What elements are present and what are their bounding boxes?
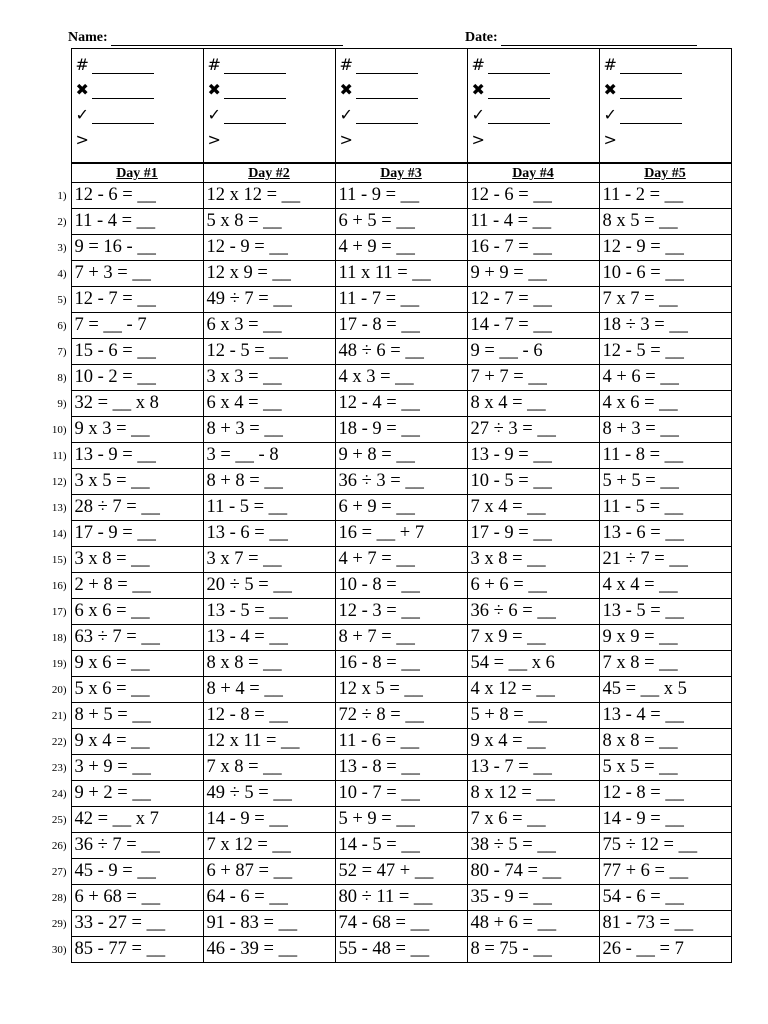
tally-line [340, 77, 467, 99]
hash-icon: # [207, 55, 221, 74]
row-number: 10) [51, 423, 67, 436]
tally-blank[interactable] [92, 109, 154, 124]
problem-cell[interactable]: 55 - 48 = __ [335, 937, 467, 963]
problem-cell[interactable]: 3 x 8 = __ [71, 547, 203, 573]
problem-cell[interactable]: 13 - 4 = __ [599, 703, 731, 729]
cross-icon: ✖ [75, 80, 89, 99]
problem-cell[interactable]: 38 ÷ 5 = __ [467, 833, 599, 859]
problem-cell[interactable]: 10 - 6 = __ [599, 261, 731, 287]
tally-box-day-3[interactable] [335, 49, 467, 164]
tally-blank[interactable] [356, 59, 418, 74]
problem-cell[interactable]: 8 x 4 = __ [467, 391, 599, 417]
problem-cell[interactable]: 36 ÷ 7 = __ [71, 833, 203, 859]
row-number: 16) [51, 579, 67, 592]
problem-row [0, 339, 731, 365]
problem-cell[interactable]: 7 x 12 = __ [203, 833, 335, 859]
problem-cell[interactable]: 13 - 7 = __ [467, 755, 599, 781]
problem-cell[interactable]: 8 x 5 = __ [599, 209, 731, 235]
row-number: 28) [51, 891, 67, 904]
problem-cell[interactable]: 15 - 6 = __ [71, 339, 203, 365]
problem-row [0, 755, 731, 781]
problem-cell[interactable]: 54 - 6 = __ [599, 885, 731, 911]
problem-cell[interactable]: 3 x 5 = __ [71, 469, 203, 495]
greater-than-icon: > [75, 130, 89, 149]
tally-line [340, 52, 467, 74]
problem-row [0, 937, 731, 963]
row-number: 5) [57, 293, 67, 306]
tally-blank[interactable] [356, 84, 418, 99]
row-number: 11) [52, 449, 67, 462]
spacer-cell [0, 49, 71, 164]
date-blank-line[interactable] [501, 33, 697, 46]
problem-cell[interactable]: 12 x 9 = __ [203, 261, 335, 287]
problem-row [0, 261, 731, 287]
problem-cell[interactable]: 5 x 5 = __ [599, 755, 731, 781]
problem-row [0, 911, 731, 937]
row-number: 3) [57, 241, 67, 254]
problem-cell[interactable]: 12 - 5 = __ [203, 339, 335, 365]
tally-line [472, 77, 599, 99]
problem-cell[interactable]: 13 - 6 = __ [599, 521, 731, 547]
problem-cell[interactable]: 75 ÷ 12 = __ [599, 833, 731, 859]
spacer-cell [0, 163, 71, 183]
tally-line [340, 102, 467, 124]
cross-icon: ✖ [207, 80, 221, 99]
problem-cell[interactable]: 12 x 12 = __ [203, 183, 335, 209]
problem-cell[interactable]: 85 - 77 = __ [71, 937, 203, 963]
problem-cell[interactable]: 11 x 11 = __ [335, 261, 467, 287]
tally-blank[interactable] [620, 109, 682, 124]
problem-cell[interactable]: 12 - 8 = __ [599, 781, 731, 807]
problem-cell[interactable]: 6 x 6 = __ [71, 599, 203, 625]
problem-cell[interactable]: 28 ÷ 7 = __ [71, 495, 203, 521]
problem-cell[interactable]: 7 x 4 = __ [467, 495, 599, 521]
problem-cell[interactable]: 20 ÷ 5 = __ [203, 573, 335, 599]
problem-cell[interactable]: 9 = 16 - __ [71, 235, 203, 261]
cross-icon: ✖ [471, 80, 485, 99]
problem-cell[interactable]: 8 + 8 = __ [203, 469, 335, 495]
tally-blank[interactable] [224, 109, 286, 124]
problem-row [0, 521, 731, 547]
problem-cell[interactable]: 7 + 3 = __ [71, 261, 203, 287]
problem-cell[interactable]: 54 = __ x 6 [467, 651, 599, 677]
problem-cell[interactable]: 13 - 6 = __ [203, 521, 335, 547]
problem-cell[interactable]: 6 + 9 = __ [335, 495, 467, 521]
problem-cell[interactable]: 7 x 8 = __ [203, 755, 335, 781]
problem-cell[interactable]: 3 x 7 = __ [203, 547, 335, 573]
problem-cell[interactable]: 8 + 3 = __ [599, 417, 731, 443]
problem-cell[interactable]: 10 - 8 = __ [335, 573, 467, 599]
problem-row [0, 885, 731, 911]
problem-cell[interactable]: 6 x 4 = __ [203, 391, 335, 417]
problem-cell[interactable]: 8 = 75 - __ [467, 937, 599, 963]
problem-cell[interactable]: 9 x 4 = __ [467, 729, 599, 755]
day-header: Day #5 [599, 163, 731, 183]
tally-line [604, 52, 731, 74]
day-header: Day #3 [335, 163, 467, 183]
problem-cell[interactable]: 13 - 5 = __ [203, 599, 335, 625]
problem-row [0, 625, 731, 651]
tally-blank[interactable] [356, 109, 418, 124]
problem-cell[interactable]: 16 - 7 = __ [467, 235, 599, 261]
problem-cell[interactable]: 7 x 6 = __ [467, 807, 599, 833]
problem-cell[interactable]: 77 + 6 = __ [599, 859, 731, 885]
greater-than-icon: > [207, 130, 221, 149]
problem-cell[interactable]: 74 - 68 = __ [335, 911, 467, 937]
problem-cell[interactable]: 33 - 27 = __ [71, 911, 203, 937]
day-header: Day #1 [71, 163, 203, 183]
row-number: 25) [51, 813, 67, 826]
date-label: Date: [465, 30, 498, 45]
row-number: 30) [51, 943, 67, 956]
problem-cell[interactable]: 13 - 5 = __ [599, 599, 731, 625]
tally-blank[interactable] [224, 59, 286, 74]
tally-line [472, 52, 599, 74]
row-number: 6) [57, 319, 67, 332]
problem-cell[interactable]: 12 - 9 = __ [599, 235, 731, 261]
row-number: 22) [51, 735, 67, 748]
tally-blank[interactable] [92, 59, 154, 74]
problem-cell[interactable]: 81 - 73 = __ [599, 911, 731, 937]
problem-cell[interactable]: 46 - 39 = __ [203, 937, 335, 963]
row-number: 4) [57, 267, 67, 280]
hash-icon: # [75, 55, 89, 74]
problem-cell[interactable]: 7 + 7 = __ [467, 365, 599, 391]
tally-line [604, 127, 731, 149]
problem-cell[interactable]: 8 + 7 = __ [335, 625, 467, 651]
problem-cell[interactable]: 4 x 3 = __ [335, 365, 467, 391]
problem-cell[interactable]: 3 = __ - 8 [203, 443, 335, 469]
problem-row [0, 417, 731, 443]
problem-cell[interactable]: 9 x 6 = __ [71, 651, 203, 677]
problem-cell[interactable]: 5 x 8 = __ [203, 209, 335, 235]
greater-than-icon: > [339, 130, 353, 149]
problem-cell[interactable]: 49 ÷ 5 = __ [203, 781, 335, 807]
problem-cell[interactable]: 11 - 5 = __ [203, 495, 335, 521]
problem-cell[interactable]: 26 - __ = 7 [599, 937, 731, 963]
problem-row [0, 729, 731, 755]
problem-row [0, 703, 731, 729]
problem-cell[interactable]: 11 - 2 = __ [599, 183, 731, 209]
row-number: 29) [51, 917, 67, 930]
problem-cell[interactable]: 6 + 5 = __ [335, 209, 467, 235]
tally-blank[interactable] [92, 84, 154, 99]
problem-cell[interactable]: 12 - 6 = __ [467, 183, 599, 209]
problem-cell[interactable]: 35 - 9 = __ [467, 885, 599, 911]
date-field[interactable] [465, 30, 697, 46]
problem-cell[interactable]: 12 - 9 = __ [203, 235, 335, 261]
problem-row [0, 443, 731, 469]
problem-cell[interactable]: 13 - 4 = __ [203, 625, 335, 651]
row-number: 2) [57, 215, 67, 228]
problem-cell[interactable]: 6 + 6 = __ [467, 573, 599, 599]
row-number: 17) [51, 605, 67, 618]
problem-cell[interactable]: 63 ÷ 7 = __ [71, 625, 203, 651]
row-number: 26) [51, 839, 67, 852]
day-header-row [0, 163, 731, 183]
tally-blank[interactable] [620, 84, 682, 99]
worksheet-table [0, 48, 732, 963]
tally-line [208, 102, 335, 124]
problem-cell[interactable]: 45 = __ x 5 [599, 677, 731, 703]
row-number: 23) [51, 761, 67, 774]
problem-cell[interactable]: 9 + 9 = __ [467, 261, 599, 287]
row-number: 15) [51, 553, 67, 566]
problem-cell[interactable]: 8 x 12 = __ [467, 781, 599, 807]
problem-cell[interactable]: 10 - 7 = __ [335, 781, 467, 807]
tally-line [208, 52, 335, 74]
problem-cell[interactable]: 17 - 9 = __ [467, 521, 599, 547]
problem-cell[interactable]: 11 - 7 = __ [335, 287, 467, 313]
problem-cell[interactable]: 36 ÷ 6 = __ [467, 599, 599, 625]
problem-cell[interactable]: 14 - 7 = __ [467, 313, 599, 339]
problem-cell[interactable]: 42 = __ x 7 [71, 807, 203, 833]
row-number: 14) [51, 527, 67, 540]
check-icon: ✓ [207, 105, 221, 124]
problem-row [0, 313, 731, 339]
problem-cell[interactable]: 16 - 8 = __ [335, 651, 467, 677]
problem-cell[interactable]: 72 ÷ 8 = __ [335, 703, 467, 729]
tally-box-day-5[interactable] [599, 49, 731, 164]
hash-icon: # [603, 55, 617, 74]
tally-box-day-4[interactable] [467, 49, 599, 164]
row-number: 18) [51, 631, 67, 644]
problem-cell[interactable]: 7 x 8 = __ [599, 651, 731, 677]
problem-cell[interactable]: 21 ÷ 7 = __ [599, 547, 731, 573]
problem-row [0, 599, 731, 625]
problem-cell[interactable]: 4 x 6 = __ [599, 391, 731, 417]
day-header: Day #4 [467, 163, 599, 183]
tally-blank[interactable] [488, 84, 550, 99]
problem-cell[interactable]: 7 x 7 = __ [599, 287, 731, 313]
problem-cell[interactable]: 36 ÷ 3 = __ [335, 469, 467, 495]
problem-cell[interactable]: 6 + 87 = __ [203, 859, 335, 885]
tally-box-day-2[interactable] [203, 49, 335, 164]
problem-cell[interactable]: 12 - 3 = __ [335, 599, 467, 625]
problem-cell[interactable]: 9 x 4 = __ [71, 729, 203, 755]
problem-cell[interactable]: 13 - 9 = __ [71, 443, 203, 469]
problem-cell[interactable]: 9 x 9 = __ [599, 625, 731, 651]
problem-row [0, 365, 731, 391]
row-number: 21) [51, 709, 67, 722]
problem-cell[interactable]: 17 - 8 = __ [335, 313, 467, 339]
check-icon: ✓ [471, 105, 485, 124]
problem-cell[interactable]: 16 = __ + 7 [335, 521, 467, 547]
problem-row [0, 781, 731, 807]
problem-cell[interactable]: 45 - 9 = __ [71, 859, 203, 885]
tally-blank[interactable] [224, 84, 286, 99]
row-number: 12) [51, 475, 67, 488]
greater-than-icon: > [471, 130, 485, 149]
problem-cell[interactable]: 3 x 8 = __ [467, 547, 599, 573]
problem-cell[interactable]: 12 x 11 = __ [203, 729, 335, 755]
problem-cell[interactable]: 12 - 6 = __ [71, 183, 203, 209]
tally-line [76, 102, 203, 124]
problem-cell[interactable]: 8 + 5 = __ [71, 703, 203, 729]
name-field[interactable] [68, 30, 343, 46]
tally-line [340, 127, 467, 149]
tally-blank[interactable] [488, 59, 550, 74]
problem-row [0, 287, 731, 313]
problem-cell[interactable]: 11 - 9 = __ [335, 183, 467, 209]
problem-cell[interactable]: 48 ÷ 6 = __ [335, 339, 467, 365]
check-icon: ✓ [603, 105, 617, 124]
problem-cell[interactable]: 4 x 12 = __ [467, 677, 599, 703]
problem-cell[interactable]: 49 ÷ 7 = __ [203, 287, 335, 313]
row-number: 20) [51, 683, 67, 696]
tally-line [76, 77, 203, 99]
row-number: 1) [57, 189, 67, 202]
problem-row [0, 547, 731, 573]
problem-cell[interactable]: 11 - 5 = __ [599, 495, 731, 521]
tally-line [604, 77, 731, 99]
problem-cell[interactable]: 7 x 9 = __ [467, 625, 599, 651]
tally-blank[interactable] [488, 109, 550, 124]
problem-cell[interactable]: 9 x 3 = __ [71, 417, 203, 443]
hash-icon: # [471, 55, 485, 74]
name-blank-line[interactable] [111, 33, 343, 46]
problem-cell[interactable]: 7 = __ - 7 [71, 313, 203, 339]
problem-row [0, 833, 731, 859]
problem-cell[interactable]: 4 + 6 = __ [599, 365, 731, 391]
problem-row [0, 807, 731, 833]
problem-row [0, 209, 731, 235]
row-number: 24) [51, 787, 67, 800]
problem-cell[interactable]: 91 - 83 = __ [203, 911, 335, 937]
problem-row [0, 859, 731, 885]
tally-line [208, 127, 335, 149]
problem-cell[interactable]: 2 + 8 = __ [71, 573, 203, 599]
tally-blank[interactable] [620, 59, 682, 74]
check-icon: ✓ [339, 105, 353, 124]
problem-cell[interactable]: 10 - 2 = __ [71, 365, 203, 391]
problem-cell[interactable]: 5 + 8 = __ [467, 703, 599, 729]
problem-cell[interactable]: 13 - 8 = __ [335, 755, 467, 781]
problem-cell[interactable]: 80 - 74 = __ [467, 859, 599, 885]
problem-cell[interactable]: 9 = __ - 6 [467, 339, 599, 365]
problem-cell[interactable]: 11 - 4 = __ [467, 209, 599, 235]
problem-cell[interactable]: 11 - 6 = __ [335, 729, 467, 755]
tally-line [472, 102, 599, 124]
problem-row [0, 651, 731, 677]
problem-row [0, 573, 731, 599]
problem-cell[interactable]: 5 + 5 = __ [599, 469, 731, 495]
problem-cell[interactable]: 4 + 9 = __ [335, 235, 467, 261]
hash-icon: # [339, 55, 353, 74]
problem-cell[interactable]: 12 - 7 = __ [71, 287, 203, 313]
problem-cell[interactable]: 52 = 47 + __ [335, 859, 467, 885]
problem-cell[interactable]: 3 x 3 = __ [203, 365, 335, 391]
problem-cell[interactable]: 8 x 8 = __ [203, 651, 335, 677]
problem-cell[interactable]: 6 + 68 = __ [71, 885, 203, 911]
check-icon: ✓ [75, 105, 89, 124]
greater-than-icon: > [603, 130, 617, 149]
problem-cell[interactable]: 9 + 8 = __ [335, 443, 467, 469]
cross-icon: ✖ [339, 80, 353, 99]
tally-box-day-1[interactable] [71, 49, 203, 164]
problem-cell[interactable]: 12 x 5 = __ [335, 677, 467, 703]
problem-row [0, 183, 731, 209]
row-number: 27) [51, 865, 67, 878]
problem-cell[interactable]: 32 = __ x 8 [71, 391, 203, 417]
row-number: 19) [51, 657, 67, 670]
problem-cell[interactable]: 10 - 5 = __ [467, 469, 599, 495]
problem-cell[interactable]: 48 + 6 = __ [467, 911, 599, 937]
problem-cell[interactable]: 4 + 7 = __ [335, 547, 467, 573]
name-label: Name: [68, 30, 108, 45]
problem-cell[interactable]: 8 x 8 = __ [599, 729, 731, 755]
problem-cell[interactable]: 14 - 9 = __ [599, 807, 731, 833]
problem-row [0, 235, 731, 261]
tally-line [76, 52, 203, 74]
problem-cell[interactable]: 17 - 9 = __ [71, 521, 203, 547]
problem-cell[interactable]: 6 x 3 = __ [203, 313, 335, 339]
row-number: 9) [57, 397, 67, 410]
day-header: Day #2 [203, 163, 335, 183]
row-number: 13) [51, 501, 67, 514]
problem-cell[interactable]: 14 - 5 = __ [335, 833, 467, 859]
row-number: 7) [57, 345, 67, 358]
problem-cell[interactable]: 14 - 9 = __ [203, 807, 335, 833]
problem-cell[interactable]: 11 - 4 = __ [71, 209, 203, 235]
problem-cell[interactable]: 3 + 9 = __ [71, 755, 203, 781]
problem-cell[interactable]: 11 - 8 = __ [599, 443, 731, 469]
problem-cell[interactable]: 12 - 4 = __ [335, 391, 467, 417]
problem-cell[interactable]: 18 - 9 = __ [335, 417, 467, 443]
problem-cell[interactable]: 5 + 9 = __ [335, 807, 467, 833]
problem-cell[interactable]: 12 - 5 = __ [599, 339, 731, 365]
tally-row [0, 49, 731, 164]
problem-cell[interactable]: 64 - 6 = __ [203, 885, 335, 911]
problem-cell[interactable]: 4 x 4 = __ [599, 573, 731, 599]
cross-icon: ✖ [603, 80, 617, 99]
problem-row [0, 391, 731, 417]
problem-cell[interactable]: 8 + 3 = __ [203, 417, 335, 443]
problem-cell[interactable]: 13 - 9 = __ [467, 443, 599, 469]
problem-cell[interactable]: 9 + 2 = __ [71, 781, 203, 807]
problem-cell[interactable]: 18 ÷ 3 = __ [599, 313, 731, 339]
tally-line [604, 102, 731, 124]
tally-line [208, 77, 335, 99]
problem-row [0, 677, 731, 703]
problem-cell[interactable]: 27 ÷ 3 = __ [467, 417, 599, 443]
problem-row [0, 469, 731, 495]
problem-cell[interactable]: 12 - 8 = __ [203, 703, 335, 729]
problem-row [0, 495, 731, 521]
problem-cell[interactable]: 80 ÷ 11 = __ [335, 885, 467, 911]
problem-cell[interactable]: 8 + 4 = __ [203, 677, 335, 703]
problem-cell[interactable]: 5 x 6 = __ [71, 677, 203, 703]
problem-cell[interactable]: 12 - 7 = __ [467, 287, 599, 313]
tally-line [76, 127, 203, 149]
tally-line [472, 127, 599, 149]
row-number: 8) [57, 371, 67, 384]
